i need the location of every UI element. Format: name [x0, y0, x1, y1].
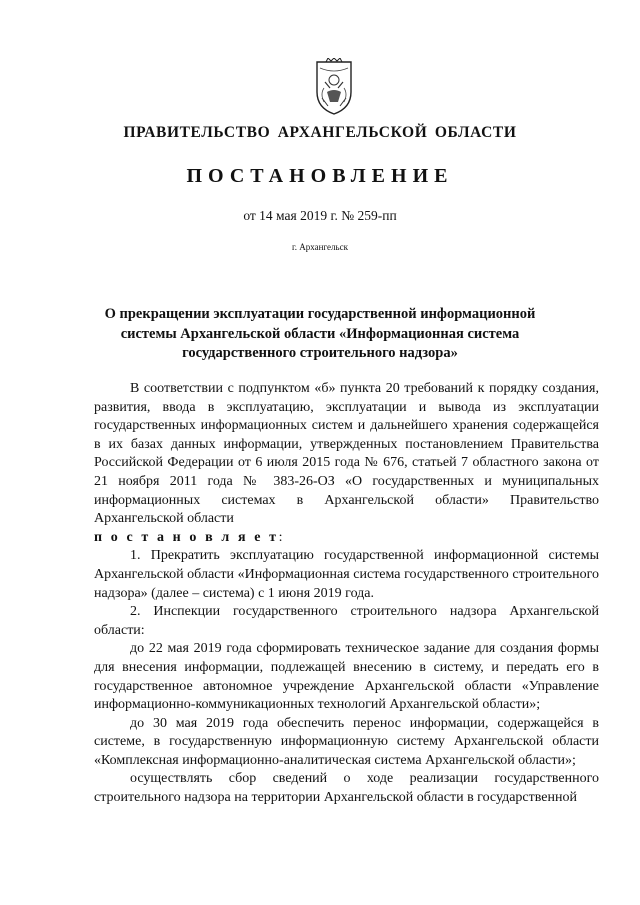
decree-line: [94, 529, 599, 548]
intro-paragraph: В соответствии с подпунктом «б» пункта 20 требований к порядку создания, развития, ввода в эксплуатацию, эксплуатации и вывода из эксплуатации государственных информационных систем и дальнейшего хранения содержащейся в их базах данных информации, утвержденных постановлением Правительства Российской Федерации от 6 июля 2015 года № 676, статьей 7 областного закона от 21 ноября 2011 года № 383-26-ОЗ «О государственных и муниципальных информационных системах в Архангельской области» Правительство Архангельской области: [94, 381, 599, 527]
organization-name: ПРАВИТЕЛЬСТВО АРХАНГЕЛЬСКОЙ ОБЛАСТИ: [123, 124, 517, 141]
date-and-number: от 14 мая 2019 г. № 259-пп: [243, 208, 397, 223]
document-body: [94, 380, 599, 808]
decree-word: п о с т а н о в л я е т: [94, 529, 279, 545]
document-title: О прекращении эксплуатации государственной информационной системы Архангельской области «Информационная система государственного строительного надзора»: [104, 306, 536, 361]
document-type: ПОСТАНОВЛЕНИЕ: [186, 165, 454, 187]
paragraph-2: 2. Инспекции государственного строительного надзора Архангельской области:: [94, 604, 599, 638]
paragraph-2b: до 30 мая 2019 года обеспечить перенос информации, содержащейся в системе, в государственную информационную систему Архангельской области «Комплексная информационно-аналитическая система Архангельской области»;: [94, 715, 599, 768]
coat-of-arms-emblem: [314, 58, 354, 116]
paragraph-1: 1. Прекратить эксплуатацию государственной информационной системы Архангельской области «Информационная система государственного строительного надзора» (далее – система) с 1 июня 2019 года.: [94, 548, 599, 601]
decree-colon: :: [278, 529, 283, 545]
paragraph-2a: до 22 мая 2019 года сформировать техническое задание для создания формы для внесения информации, подлежащей внесению в систему, и передать его в государственное автономное учреждение Архангельской области «Управление информационно-коммуникационных технологий Архангельской области»;: [94, 641, 599, 713]
paragraph-2c: осуществлять сбор сведений о ходе реализации государственного строительного надзора на территории Архангельской области в государственной: [94, 771, 599, 806]
city: г. Архангельск: [292, 242, 348, 252]
